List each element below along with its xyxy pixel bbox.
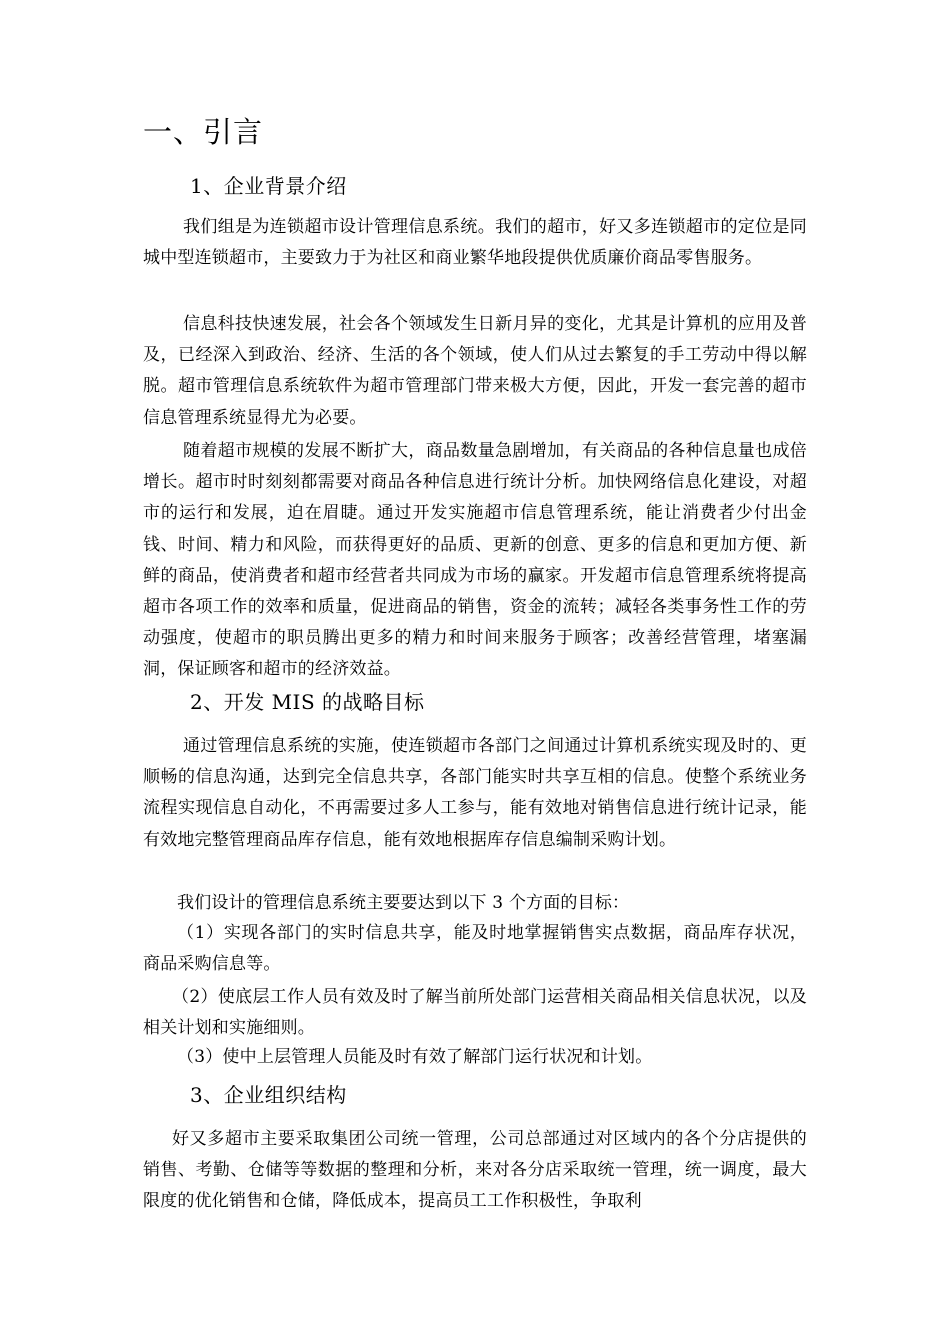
list-item: （1）实现各部门的实时信息共享，能及时地掌握销售实点数据，商品库存状况，商品采购信息等。 bbox=[143, 923, 807, 975]
paragraph: 好又多超市主要采取集团公司统一管理，公司总部通过对区域内的各个分店提供的销售、考勤、仓储等等数据的整理和分析，来对各分店采取统一管理，统一调度，最大限度的优化销售和仓储，降低成本，提高员工工作积极性，争取利 bbox=[143, 1129, 807, 1212]
list-item: （2）使底层工作人员有效及时了解当前所处部门运营相关商品相关信息状况，以及相关计划和实施细则。 bbox=[143, 987, 807, 1039]
chapter-heading: 一、引言 bbox=[143, 115, 264, 149]
section-title-1: 1、企业背景介绍 bbox=[190, 174, 347, 198]
list-item: （3）使中上层管理人员能及时有效了解部门运行状况和计划。 bbox=[177, 1047, 653, 1067]
paragraph: 我们设计的管理信息系统主要要达到以下 3 个方面的目标： bbox=[177, 893, 630, 913]
paragraph: 随着超市规模的发展不断扩大，商品数量急剧增加，有关商品的各种信息量也成倍增长。超市时时刻刻都需要对商品各种信息进行统计分析。加快网络信息化建设，对超市的运行和发展，迫在眉睫。通过开发实施超市信息管理系统，能让消费者少付出金钱、时间、精力和风险，而获得更好的品质、更新的创意、更多的信息和更加方便、新鲜的商品，使消费者和超市经营者共同成为市场的赢家。开发超市信息管理系统将提高超市各项工作的效率和质量，促进商品的销售，资金的流转；减轻各类事务性工作的劳动强度，使超市的职员腾出更多的精力和时间来服务于顾客；改善经营管理，堵塞漏洞，保证顾客和超市的经济效益。 bbox=[143, 441, 807, 680]
section-title-3: 3、企业组织结构 bbox=[190, 1083, 347, 1107]
section-title-2: 2、开发 MIS 的战略目标 bbox=[190, 690, 425, 714]
paragraph: 我们组是为连锁超市设计管理信息系统。我们的超市，好又多连锁超市的定位是同城中型连锁超市，主要致力于为社区和商业繁华地段提供优质廉价商品零售服务。 bbox=[143, 217, 807, 269]
paragraph: 信息科技快速发展，社会各个领域发生日新月异的变化，尤其是计算机的应用及普及，已经深入到政治、经济、生活的各个领域，使人们从过去繁复的手工劳动中得以解脱。超市管理信息系统软件为超市管理部门带来极大方便，因此，开发一套完善的超市信息管理系统显得尤为必要。 bbox=[143, 314, 807, 428]
paragraph: 通过管理信息系统的实施，使连锁超市各部门之间通过计算机系统实现及时的、更顺畅的信息沟通，达到完全信息共享，各部门能实时共享互相的信息。使整个系统业务流程实现信息自动化，不再需要过多人工参与，能有效地对销售信息进行统计记录，能有效地完整管理商品库存信息，能有效地根据库存信息编制采购计划。 bbox=[143, 736, 807, 850]
